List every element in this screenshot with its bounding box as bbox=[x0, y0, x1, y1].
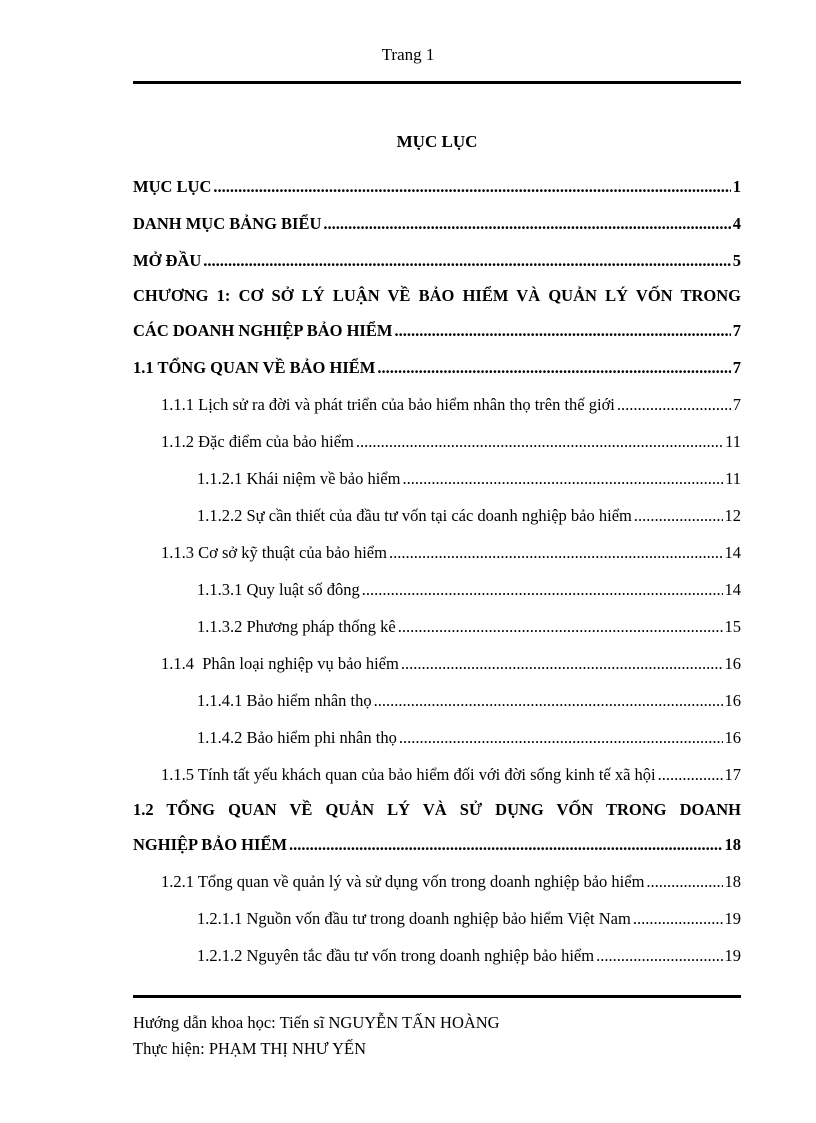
toc-entry[interactable] bbox=[133, 571, 741, 608]
header-divider bbox=[133, 81, 741, 84]
dot-leader bbox=[399, 719, 723, 756]
toc-entry-page: 16 bbox=[724, 654, 741, 673]
toc-entry-line2 bbox=[133, 312, 741, 349]
dot-leader bbox=[402, 460, 723, 497]
dot-leader bbox=[633, 900, 723, 937]
toc-entry[interactable] bbox=[133, 386, 741, 423]
toc-title: MỤC LỤC bbox=[396, 132, 478, 151]
toc-entry-label: 1.1.4 Phân loại nghiệp vụ bảo hiểm bbox=[161, 654, 399, 673]
toc-entry-page: 18 bbox=[724, 872, 741, 891]
toc-entry[interactable] bbox=[133, 937, 741, 974]
dot-leader bbox=[646, 863, 722, 900]
toc-entry[interactable] bbox=[133, 349, 741, 386]
toc-entry-page: 7 bbox=[732, 358, 741, 377]
toc-entry[interactable] bbox=[133, 645, 741, 682]
toc-entry[interactable] bbox=[133, 460, 741, 497]
toc-entry-page: 1 bbox=[732, 177, 741, 196]
dot-leader bbox=[596, 937, 722, 974]
toc-entry-chapter-1[interactable] bbox=[133, 279, 741, 349]
footer-divider bbox=[133, 995, 741, 998]
dot-leader bbox=[323, 205, 730, 242]
page-footer bbox=[133, 1010, 500, 1062]
toc-entry-label-line2: NGHIỆP BẢO HIỂM bbox=[133, 835, 288, 854]
toc-entry-page: 16 bbox=[724, 728, 741, 747]
footer-author: Thực hiện: PHẠM THỊ NHƯ YẾN bbox=[133, 1039, 367, 1058]
table-of-contents bbox=[133, 168, 741, 974]
toc-entry-page: 4 bbox=[732, 214, 741, 233]
toc-entry-page: 7 bbox=[732, 395, 741, 414]
toc-entry-label: 1.1.2 Đặc điểm của bảo hiểm bbox=[161, 432, 354, 451]
toc-entry-label: 1.1.3.2 Phương pháp thống kê bbox=[197, 617, 396, 636]
toc-entry-page: 16 bbox=[724, 691, 741, 710]
dot-leader bbox=[634, 497, 723, 534]
toc-entry-page: 15 bbox=[724, 617, 741, 636]
toc-entry-page: 11 bbox=[725, 469, 741, 488]
toc-entry-label: 1.1.4.1 Bảo hiểm nhân thọ bbox=[197, 691, 372, 710]
dot-leader bbox=[289, 826, 722, 863]
toc-entry[interactable] bbox=[133, 534, 741, 571]
toc-entry-label: 1.1 TỔNG QUAN VỀ BẢO HIỂM bbox=[133, 358, 376, 377]
toc-entry[interactable] bbox=[133, 205, 741, 242]
toc-entry-label: 1.2.1.1 Nguồn vốn đầu tư trong doanh nghiệp bảo hiểm Việt Nam bbox=[197, 909, 631, 928]
dot-leader bbox=[401, 645, 723, 682]
toc-entry[interactable] bbox=[133, 168, 741, 205]
toc-entry-page: 17 bbox=[724, 765, 741, 784]
toc-entry-label: 1.2.1.2 Nguyên tắc đầu tư vốn trong doanh nghiệp bảo hiểm bbox=[197, 946, 595, 965]
dot-leader bbox=[617, 386, 731, 423]
toc-entry-label: MỞ ĐẦU bbox=[133, 251, 202, 270]
toc-entry[interactable] bbox=[133, 242, 741, 279]
toc-entry-page: 19 bbox=[724, 909, 741, 928]
dot-leader bbox=[374, 682, 723, 719]
toc-entry-page: 14 bbox=[724, 543, 741, 562]
toc-entry[interactable] bbox=[133, 863, 741, 900]
toc-entry-line2 bbox=[133, 826, 741, 863]
toc-entry-page: 18 bbox=[724, 835, 741, 854]
dot-leader bbox=[389, 534, 723, 571]
toc-entry-label: MỤC LỤC bbox=[133, 177, 212, 196]
toc-entry[interactable] bbox=[133, 756, 741, 793]
toc-entry-label: 1.1.5 Tính tất yếu khách quan của bảo hiểm đối với đời sống kinh tế xã hội bbox=[161, 765, 656, 784]
toc-entry-page: 7 bbox=[732, 321, 741, 340]
toc-entry-label: 1.1.3.1 Quy luật số đông bbox=[197, 580, 360, 599]
toc-entry-page: 11 bbox=[725, 432, 741, 451]
toc-entry[interactable] bbox=[133, 423, 741, 460]
toc-entry-label: DANH MỤC BẢNG BIỂU bbox=[133, 214, 322, 233]
dot-leader bbox=[356, 423, 723, 460]
toc-entry-label: 1.1.1 Lịch sử ra đời và phát triển của bảo hiểm nhân thọ trên thế giới bbox=[161, 395, 615, 414]
page-header: Trang 1 bbox=[381, 45, 435, 64]
toc-entry-page: 5 bbox=[732, 251, 741, 270]
toc-entry-label: 1.2.1 Tổng quan về quản lý và sử dụng vốn trong doanh nghiệp bảo hiểm bbox=[161, 872, 645, 891]
dot-leader bbox=[203, 242, 730, 279]
toc-entry-label: 1.1.3 Cơ sở kỹ thuật của bảo hiểm bbox=[161, 543, 387, 562]
dot-leader bbox=[398, 608, 723, 645]
toc-entry-label: 1.1.2.1 Khái niệm về bảo hiểm bbox=[197, 469, 401, 488]
toc-entry-page: 19 bbox=[724, 946, 741, 965]
toc-entry-label-line2: CÁC DOANH NGHIỆP BẢO HIỂM bbox=[133, 321, 393, 340]
toc-entry[interactable] bbox=[133, 682, 741, 719]
toc-entry-label: 1.1.4.2 Bảo hiểm phi nhân thọ bbox=[197, 728, 397, 747]
toc-entry-label-line1: 1.2 TỔNG QUAN VỀ QUẢN LÝ VÀ SỬ DỤNG VỐN TRONG DOANH bbox=[133, 800, 741, 819]
dot-leader bbox=[377, 349, 730, 386]
toc-entry-label: 1.1.2.2 Sự cần thiết của đầu tư vốn tại các doanh nghiệp bảo hiểm bbox=[197, 506, 632, 525]
dot-leader bbox=[213, 168, 730, 205]
dot-leader bbox=[394, 312, 730, 349]
dot-leader bbox=[658, 756, 723, 793]
toc-entry-page: 14 bbox=[724, 580, 741, 599]
toc-entry-page: 12 bbox=[724, 506, 741, 525]
toc-entry[interactable] bbox=[133, 608, 741, 645]
dot-leader bbox=[362, 571, 723, 608]
toc-entry[interactable] bbox=[133, 497, 741, 534]
toc-entry-section-1-2[interactable] bbox=[133, 793, 741, 863]
toc-entry-label-line1: CHƯƠNG 1: CƠ SỞ LÝ LUẬN VỀ BẢO HIỂM VÀ QUẢN LÝ VỐN TRONG bbox=[133, 286, 741, 305]
toc-entry[interactable] bbox=[133, 900, 741, 937]
footer-advisor: Hướng dẫn khoa học: Tiến sĩ NGUYỄN TẤN HOÀNG bbox=[133, 1013, 500, 1032]
toc-entry[interactable] bbox=[133, 719, 741, 756]
